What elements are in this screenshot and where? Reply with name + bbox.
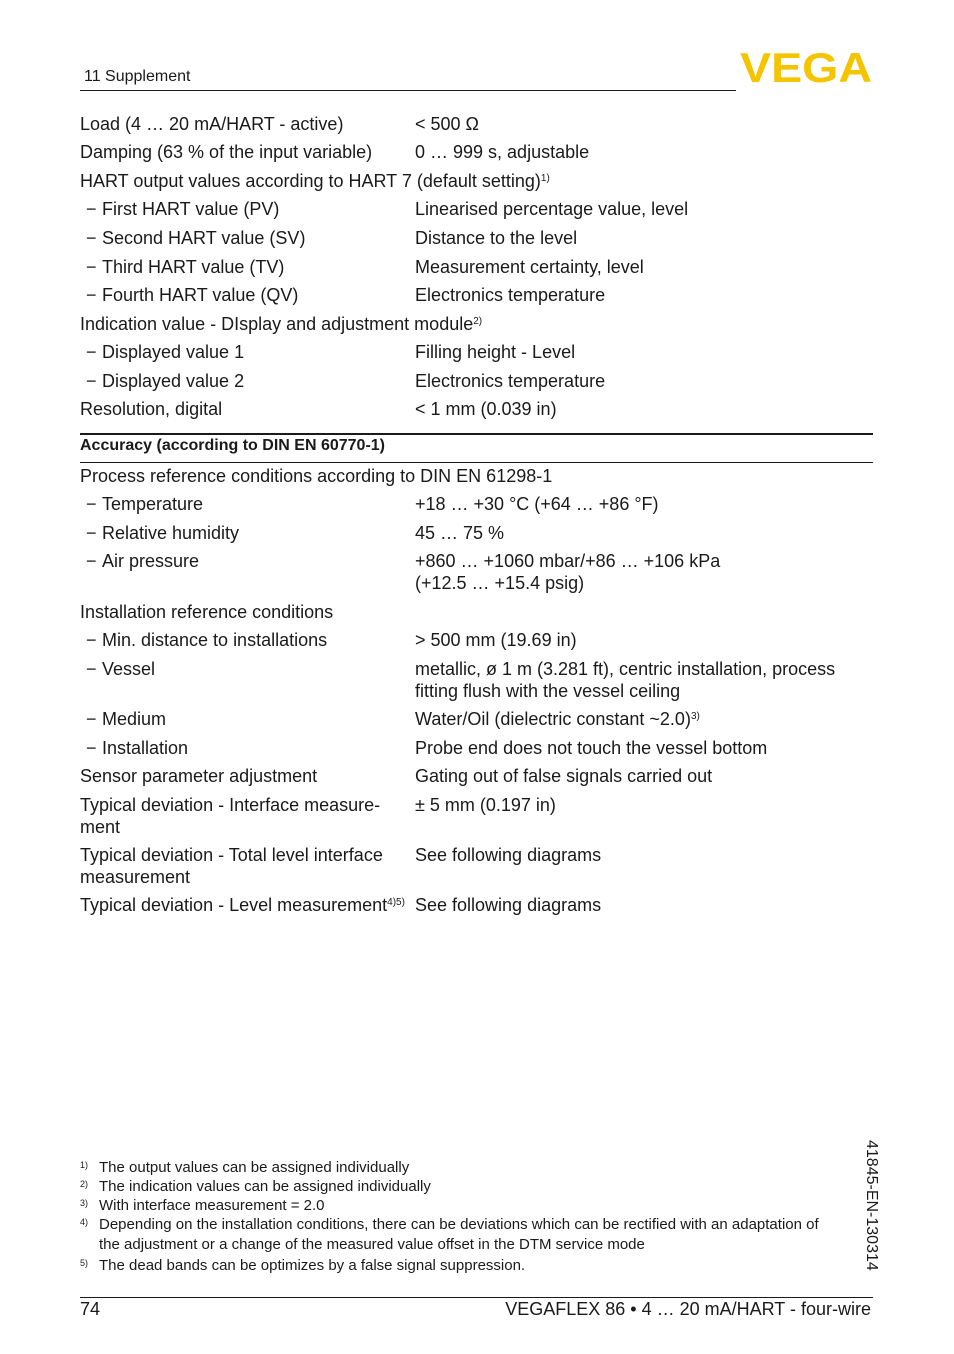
spec-value: Electronics temperature (415, 285, 606, 305)
document-code: 41845-EN-130314 (863, 1140, 880, 1271)
spec-value: 45 … 75 % (415, 523, 505, 543)
footnote-number: 1) (80, 1160, 89, 1170)
footnote-number: 5) (80, 1258, 89, 1268)
spec-label: Typical deviation - Total level interface measurement (80, 845, 383, 887)
footer-rule (80, 1297, 873, 1298)
spec-value: Measurement certainty, level (415, 257, 644, 277)
spec-label: Sensor parameter adjustment (80, 766, 318, 786)
spec-value: Linearised percentage value, level (415, 199, 689, 219)
header-rule (80, 90, 736, 91)
spec-value: Water/Oil (dielectric constant ~2.0)$^{3)}$ (415, 709, 700, 729)
spec-label: Air pressure (102, 551, 200, 571)
footnote-number: 4) (80, 1217, 89, 1227)
section-heading: Accuracy (according to DIN EN 60770-1) (80, 437, 385, 454)
spec-value: Probe end does not touch the vessel bottom (415, 738, 768, 758)
spec-label: Displayed value 2 (102, 371, 245, 391)
footnote-number: 3) (80, 1198, 89, 1208)
spec-group-label: Process reference conditions according to DIN EN 61298-1 (80, 466, 553, 486)
footnote-text: The indication values can be assigned individually (99, 1178, 431, 1195)
spec-label: Typical deviation - Level measurement$^{4)5)}$ (80, 895, 405, 915)
spec-label: Temperature (102, 494, 204, 514)
spec-label: Second HART value (SV) (102, 228, 306, 248)
document-title: VEGAFLEX 86 • 4 … 20 mA/HART - four-wire (505, 1299, 871, 1319)
vega-logo (740, 50, 872, 84)
footnote-text: With interface measurement = 2.0 (99, 1197, 325, 1214)
spec-value: Gating out of false signals carried out (415, 766, 713, 786)
spec-value: Filling height - Level (415, 342, 576, 362)
footnote-text: Depending on the installation conditions, there can be deviations which can be rectified with an adaptation of the adjustment or a change of the measured value offset in the DTM service mode (99, 1216, 819, 1253)
spec-label: Medium (102, 709, 167, 729)
spec-value: ± 5 mm (0.197 in) (415, 795, 556, 815)
spec-label: Typical deviation - Interface measure- ment (80, 795, 381, 837)
spec-value: +18 … +30 °C (+64 … +86 °F) (415, 494, 659, 514)
spec-group-label: Installation reference conditions (80, 602, 334, 622)
section-title: 11 Supplement (84, 68, 191, 85)
footnote-text: The output values can be assigned individually (99, 1159, 410, 1176)
spec-label: Load (4 … 20 mA/HART - active) (80, 114, 344, 134)
footnote-ref: 3) (690, 711, 700, 722)
spec-value: > 500 mm (19.69 in) (415, 630, 577, 650)
section-rule-bottom (80, 462, 873, 463)
spec-label: Third HART value (TV) (102, 257, 285, 277)
spec-group-label: HART output values according to HART 7 (default setting)$^{1)}$ (80, 171, 550, 191)
footnote-ref: 4)5) (387, 897, 405, 908)
spec-label: First HART value (PV) (102, 199, 280, 219)
spec-label: Resolution, digital (80, 399, 223, 419)
spec-value: metallic, ø 1 m (3.281 ft), centric installation, process fitting flush with the vessel ceiling (415, 659, 836, 701)
spec-group-label: Indication value - DIsplay and adjustment module$^{2)}$ (80, 314, 483, 334)
footnote-ref: 2) (473, 316, 483, 327)
spec-label: Vessel (102, 659, 156, 679)
footnote-text: The dead bands can be optimizes by a false signal suppression. (99, 1257, 526, 1274)
section-rule-top (80, 433, 873, 435)
spec-label: Relative humidity (102, 523, 240, 543)
footnote-ref: 1) (540, 173, 550, 184)
spec-label: Installation (102, 738, 189, 758)
svg-text:VEGA: VEGA (740, 50, 872, 84)
spec-value: See following diagrams (415, 895, 602, 915)
spec-value: < 500 Ω (415, 114, 480, 134)
spec-value: Electronics temperature (415, 371, 606, 391)
spec-value: < 1 mm (0.039 in) (415, 399, 557, 419)
spec-label: Displayed value 1 (102, 342, 245, 362)
spec-value: +860 … +1060 mbar/+86 … +106 kPa (+12.5 … +15.4 psig) (415, 551, 721, 593)
spec-value: Distance to the level (415, 228, 578, 248)
spec-label: Damping (63 % of the input variable) (80, 142, 373, 162)
spec-value: See following diagrams (415, 845, 602, 865)
spec-label: Fourth HART value (QV) (102, 285, 299, 305)
page-number: 74 (80, 1299, 101, 1319)
footnote-number: 2) (80, 1179, 89, 1189)
spec-label: Min. distance to installations (102, 630, 328, 650)
spec-value: 0 … 999 s, adjustable (415, 142, 590, 162)
